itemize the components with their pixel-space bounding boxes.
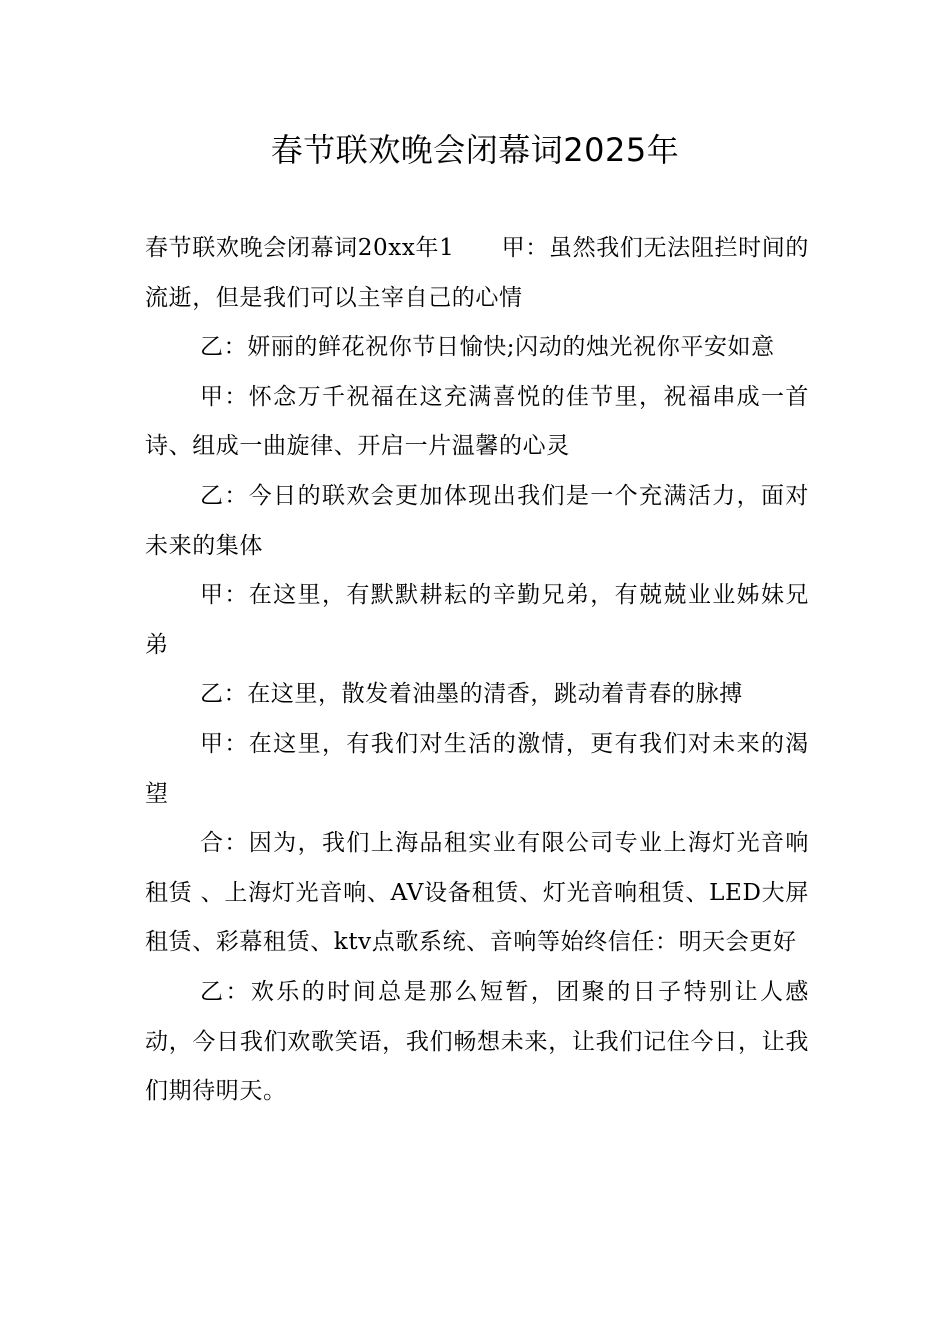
paragraph-8: 合：因为，我们上海品租实业有限公司专业上海灯光音响租赁 、上海灯光音响、AV设备租赁、灯光音响租赁、LED大屏租赁、彩幕租赁、ktv点歌系统、音响等始终信任：明天会更好 xyxy=(145,830,809,956)
paragraph-3: 甲：怀念万千祝福在这充满喜悦的佳节里，祝福串成一首诗、组成一曲旋律、开启一片温馨的心灵 xyxy=(145,383,809,460)
paragraph-2: 乙：妍丽的鲜花祝你节日愉快;闪动的烛光祝你平安如意 xyxy=(200,334,775,361)
paragraph-5: 甲：在这里，有默默耕耘的辛勤兄弟，有兢兢业业姊妹兄弟 xyxy=(145,582,809,658)
paragraph-9: 乙：欢乐的时间总是那么短暂，团聚的日子特别让人感动，今日我们欢歌笑语，我们畅想未来，让我们记住今日，让我们期待明天。 xyxy=(145,978,809,1105)
document-title: 春节联欢晚会闭幕词2025年 xyxy=(270,131,680,169)
paragraph-7: 甲：在这里，有我们对生活的激情，更有我们对未来的渴望 xyxy=(145,730,809,807)
paragraph-4: 乙：今日的联欢会更加体现出我们是一个充满活力，面对未来的集体 xyxy=(145,482,809,559)
paragraph-1: 春节联欢晚会闭幕词20xx年1 甲：虽然我们无法阻拦时间的流逝，但是我们可以主宰自己的心情 xyxy=(145,235,809,311)
document-body xyxy=(145,224,809,1117)
paragraph-6: 乙：在这里，散发着油墨的清香，跳动着青春的脉搏 xyxy=(200,681,743,708)
